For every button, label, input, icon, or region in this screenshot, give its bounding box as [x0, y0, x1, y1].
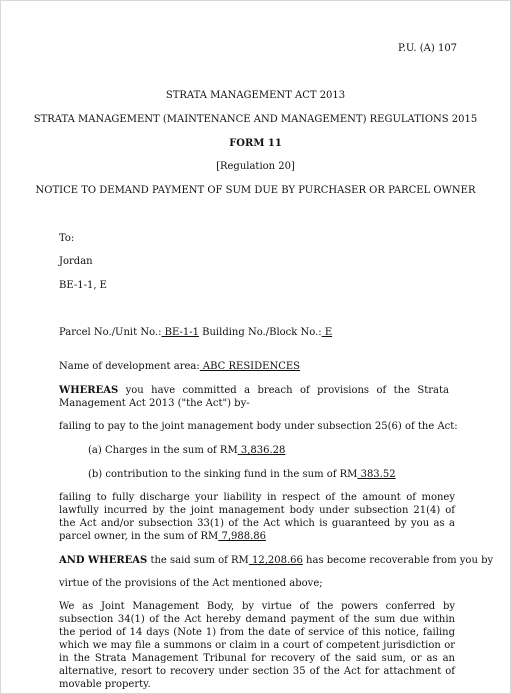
virtue-line: virtue of the provisions of the Act mentioned above;	[59, 578, 323, 589]
notice-title: NOTICE TO DEMAND PAYMENT OF SUM DUE BY PURCHASER OR PARCEL OWNER	[35, 185, 476, 196]
building-value: E	[321, 327, 333, 338]
parcel-line	[59, 326, 332, 339]
charge-b-value: 383.52	[357, 469, 396, 480]
and-whereas-value: 12,208.66	[248, 555, 303, 566]
form-title: FORM 11	[229, 138, 282, 149]
and-whereas-lead: AND WHEREAS	[59, 555, 148, 566]
development-label: Name of development area:	[59, 361, 200, 372]
parcel-value: BE-1-1	[161, 327, 199, 338]
charge-a	[88, 444, 285, 457]
parcel-label: Parcel No./Unit No.:	[59, 327, 162, 338]
development-line	[59, 360, 300, 373]
whereas-lead: WHEREAS	[59, 385, 119, 396]
charge-b	[88, 468, 396, 481]
development-value: ABC RESIDENCES	[199, 361, 300, 372]
charge-a-value: 3,836.28	[237, 445, 286, 456]
page-reference: P.U. (A) 107	[398, 43, 458, 54]
closing-paragraph: We as Joint Management Body, by virtue of the powers conferred by subsection 34(1) of the Act hereby demand payment of the sum due within the period of 14 days (Note 1) from the date of service of this notice, failing which we may file a summons or claim in a court of competent jurisdiction or in the Strata Management Tribunal for recovery of the said sum, or as an alternative, resort to recovery under section 35 of the Act for attachment of movable property.	[59, 601, 455, 690]
failing-discharge-paragraph	[59, 491, 455, 543]
to-label: To:	[59, 233, 75, 244]
regulation-ref: [Regulation 20]	[216, 161, 295, 172]
and-whereas-text1: the said sum of RM	[147, 555, 249, 566]
act-title: STRATA MANAGEMENT ACT 2013	[165, 90, 346, 101]
and-whereas-text2: has become recoverable from you by	[302, 555, 494, 566]
failing-discharge-value: 7,988.86	[218, 531, 267, 542]
failing-pay: failing to pay to the joint management body under subsection 25(6) of the Act:	[59, 421, 458, 432]
failing-discharge-text: failing to fully discharge your liability in respect of the amount of money lawfully incurred by the joint management body under subsection 21(4) of the Act and/or subsection 33(1) of the Act which is guaranteed by you as a parcel owner, in the sum of RM	[59, 492, 455, 542]
building-label: Building No./Block No.:	[198, 327, 322, 338]
whereas-text: you have committed a breach of provisions of the Strata Management Act 2013 ("the Act") by-	[59, 385, 449, 409]
regulations-title: STRATA MANAGEMENT (MAINTENANCE AND MANAGEMENT) REGULATIONS 2015	[33, 114, 478, 125]
charge-b-text: (b) contribution to the sinking fund in the sum of RM	[88, 469, 358, 480]
charge-a-text: (a) Charges in the sum of RM	[88, 445, 238, 456]
recipient-name: Jordan	[59, 256, 93, 267]
whereas-paragraph	[59, 384, 449, 410]
recipient-unit: BE-1-1, E	[59, 280, 107, 291]
and-whereas-line	[59, 554, 493, 567]
